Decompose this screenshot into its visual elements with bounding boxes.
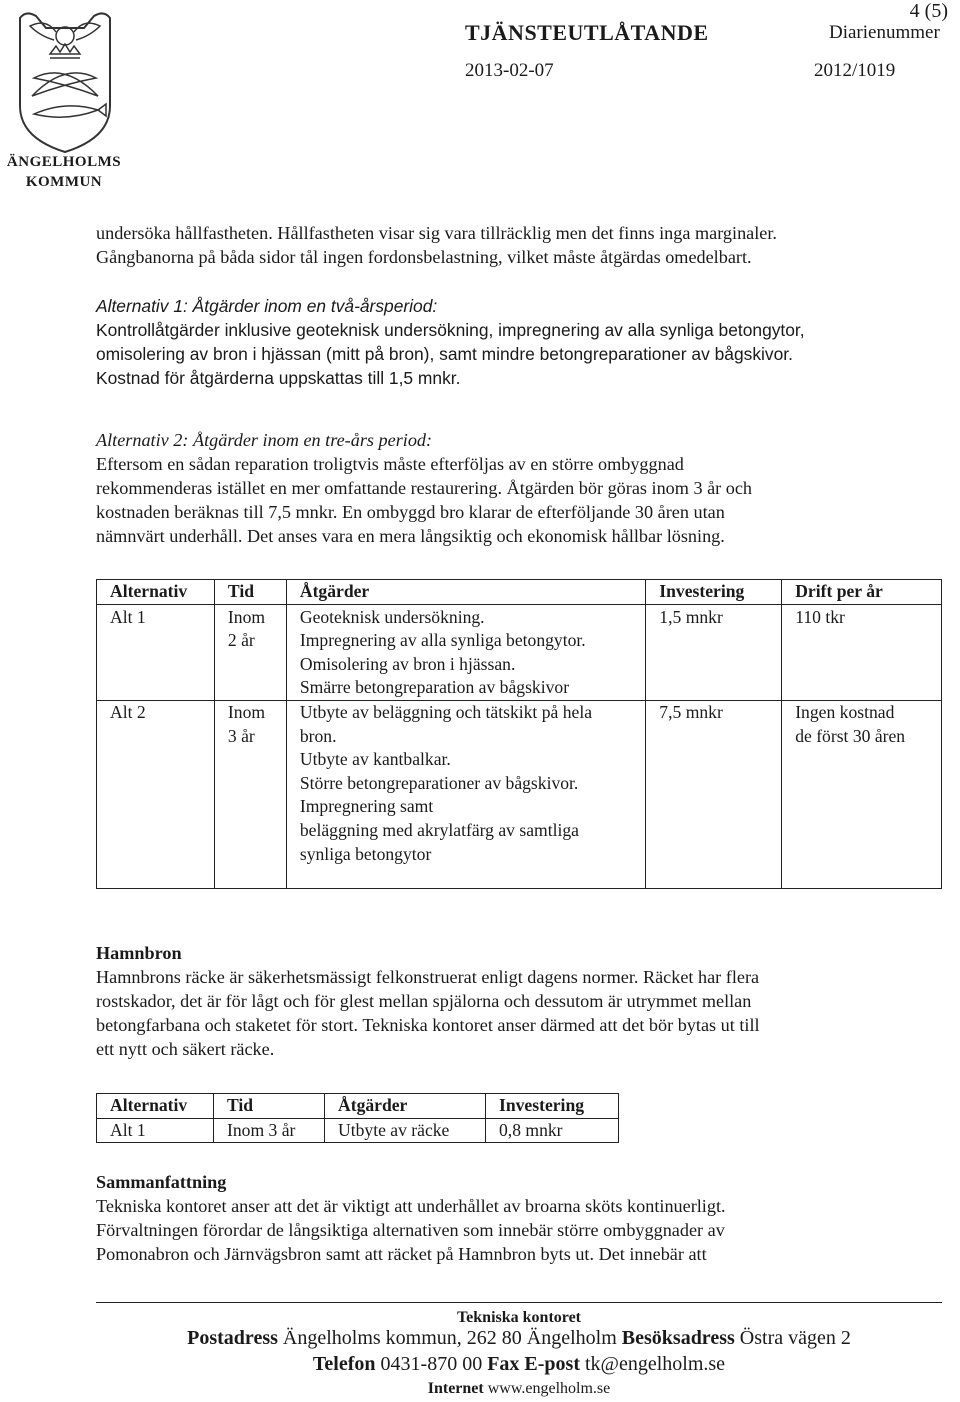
- cell-tid: [214, 604, 286, 700]
- cell-line: de först 30 åren: [795, 725, 906, 746]
- alternative-1-heading: Alternativ 1: Åtgärder inom en två-årsperiod:: [96, 296, 438, 316]
- footer-department: Tekniska kontoret: [456, 1309, 582, 1326]
- paragraph-line: kostnaden beräknas till 7,5 mnkr. En ombyggd bro klarar de efterföljande 30 åren utan: [96, 502, 725, 522]
- footer-internet-line: [96, 1380, 942, 1398]
- internet-value: www.engelholm.se: [487, 1380, 611, 1397]
- cell-investering: 7,5 mnkr: [646, 700, 782, 888]
- paragraph-line: Hamnbrons räcke är säkerhetsmässigt felkonstruerat enligt dagens normer. Räcket har flera: [96, 967, 760, 987]
- cell-line: Geoteknisk undersökning.: [299, 606, 485, 627]
- postadress-label: Postadress: [187, 1327, 278, 1349]
- column-header-atgarder: Åtgärder: [325, 1094, 486, 1119]
- hamnbron-table: [96, 1093, 619, 1143]
- cell-atgarder: Utbyte av räcke: [325, 1118, 486, 1143]
- document-date: 2013-02-07: [465, 60, 554, 81]
- cell-line: synliga betongytor: [299, 843, 432, 864]
- page-number: 4 (5): [909, 0, 948, 22]
- cell-line: 3 år: [227, 725, 255, 746]
- cell-line: Inom: [227, 606, 266, 627]
- hamnbron-section: [96, 941, 926, 1061]
- paragraph-line: betongfarbana och staketet för stort. Tekniska kontoret anser därmed att det bör bytas ut till: [96, 1015, 760, 1035]
- alternative-2-section: [96, 428, 926, 548]
- paragraph-line: Kostnad för åtgärderna uppskattas till 1,5 mnkr.: [96, 368, 461, 388]
- column-header-investering: Investering: [646, 580, 782, 605]
- cell-line: Ingen kostnad: [795, 701, 895, 722]
- table-row: [97, 604, 942, 700]
- column-header-alternativ: Alternativ: [97, 580, 215, 605]
- cell-alternativ: Alt 2: [97, 700, 215, 888]
- besoksadress-label: Besöksadress: [621, 1327, 735, 1349]
- epost-label: E-post: [524, 1353, 580, 1375]
- alternative-2-heading: Alternativ 2: Åtgärder inom en tre-års period:: [96, 430, 433, 450]
- column-header-tid: Tid: [214, 1094, 325, 1119]
- cell-line: Omisolering av bron i hjässan.: [299, 653, 516, 674]
- besoksadress-value: Östra vägen 2: [739, 1327, 851, 1349]
- paragraph-line: rekommenderas istället en mer omfattande restaurering. Åtgärden bör göras inom 3 år och: [96, 478, 753, 498]
- fax-label: Fax: [487, 1353, 520, 1375]
- paragraph-line: Eftersom en sådan reparation troligtvis måste efterföljas av en större ombyggnad: [96, 454, 684, 474]
- diarienummer-label: Diarienummer: [829, 22, 940, 43]
- cell-line: Större betongreparationer av bågskivor.: [299, 772, 579, 793]
- municipality-name: [0, 152, 128, 192]
- cell-investering: 1,5 mnkr: [646, 604, 782, 700]
- document-type: TJÄNSTEUTLÅTANDE: [465, 20, 709, 45]
- cell-alternativ: Alt 1: [97, 604, 215, 700]
- cell-alternativ: Alt 1: [97, 1118, 214, 1143]
- cell-drift: [782, 604, 942, 700]
- paragraph-line: omisolering av bron i hjässan (mitt på bron), samt mindre betongreparationer av bågskivor.: [96, 344, 793, 364]
- table-row: [97, 700, 942, 888]
- table-header-row: [97, 1094, 619, 1119]
- paragraph-line: Gångbanorna på båda sidor tål ingen fordonsbelastning, vilket måste åtgärdas omedelbart.: [96, 247, 752, 267]
- table-row: [97, 1118, 619, 1143]
- diarienummer-value: 2012/1019: [814, 60, 896, 81]
- paragraph-line: rostskador, det är för lågt och för glest mellan spjälorna och dessutom är utrymmet mellan: [96, 991, 752, 1011]
- cell-line: 110 tkr: [795, 606, 845, 627]
- paragraph-line: ett nytt och säkert räcke.: [96, 1039, 275, 1059]
- cell-line: beläggning med akrylatfärg av samtliga: [299, 819, 579, 840]
- cell-line: Impregnering av alla synliga betongytor.: [299, 630, 586, 651]
- intro-paragraph: [96, 221, 926, 269]
- cell-line: Utbyte av beläggning och tätskikt på hela: [299, 701, 593, 722]
- column-header-atgarder: Åtgärder: [286, 580, 645, 605]
- footer-divider: [96, 1302, 942, 1303]
- cell-line: 2 år: [227, 630, 255, 651]
- paragraph-line: Kontrollåtgärder inklusive geoteknisk undersökning, impregnering av alla synliga betongytor,: [96, 320, 805, 340]
- hamnbron-heading: Hamnbron: [96, 943, 182, 963]
- internet-label: Internet: [427, 1380, 484, 1397]
- footer-contact-line: [96, 1353, 942, 1376]
- paragraph-line: nämnvärt underhåll. Det anses vara en mera långsiktig och ekonomisk hållbar lösning.: [96, 526, 725, 546]
- paragraph-line: Pomonabron och Järnvägsbron samt att räcket på Hamnbron byts ut. Det innebär att: [96, 1244, 707, 1264]
- municipality-name-line2: KOMMUN: [25, 174, 103, 190]
- cell-line: Inom: [227, 701, 266, 722]
- column-header-drift: Drift per år: [782, 580, 942, 605]
- telefon-value: 0431-870 00: [380, 1353, 483, 1375]
- paragraph-line: Förvaltningen förordar de långsiktiga alternativen som innebär större ombyggnader av: [96, 1220, 725, 1240]
- paragraph-line: undersöka hållfastheten. Hållfastheten visar sig vara tillräcklig men det finns inga marginaler.: [96, 223, 777, 243]
- cell-line: bron.: [299, 725, 337, 746]
- summary-section: [96, 1170, 926, 1266]
- cell-tid: [214, 700, 286, 888]
- column-header-investering: Investering: [486, 1094, 619, 1119]
- alternatives-table: [96, 579, 942, 889]
- cell-drift: [782, 700, 942, 888]
- cell-atgarder: [286, 604, 645, 700]
- paragraph-line: Tekniska kontoret anser att det är viktigt att underhållet av broarna sköts kontinuerligt.: [96, 1196, 726, 1216]
- cell-atgarder: [286, 700, 645, 888]
- cell-tid: Inom 3 år: [214, 1118, 325, 1143]
- cell-line: Utbyte av kantbalkar.: [299, 749, 451, 770]
- summary-heading: Sammanfattning: [96, 1172, 227, 1192]
- cell-line: Impregnering samt: [299, 796, 434, 817]
- epost-value: tk@engelholm.se: [585, 1353, 726, 1375]
- cell-investering: 0,8 mnkr: [486, 1118, 619, 1143]
- cell-line: Smärre betongreparation av bågskivor: [299, 677, 570, 698]
- alternative-1-section: [96, 294, 926, 390]
- column-header-tid: Tid: [214, 580, 286, 605]
- footer-address-line: [96, 1327, 942, 1350]
- column-header-alternativ: Alternativ: [97, 1094, 214, 1119]
- table-header-row: [97, 580, 942, 605]
- municipality-name-line1: ÄNGELHOLMS: [6, 154, 122, 170]
- postadress-value: Ängelholms kommun, 262 80 Ängelholm: [282, 1327, 617, 1349]
- telefon-label: Telefon: [312, 1353, 376, 1375]
